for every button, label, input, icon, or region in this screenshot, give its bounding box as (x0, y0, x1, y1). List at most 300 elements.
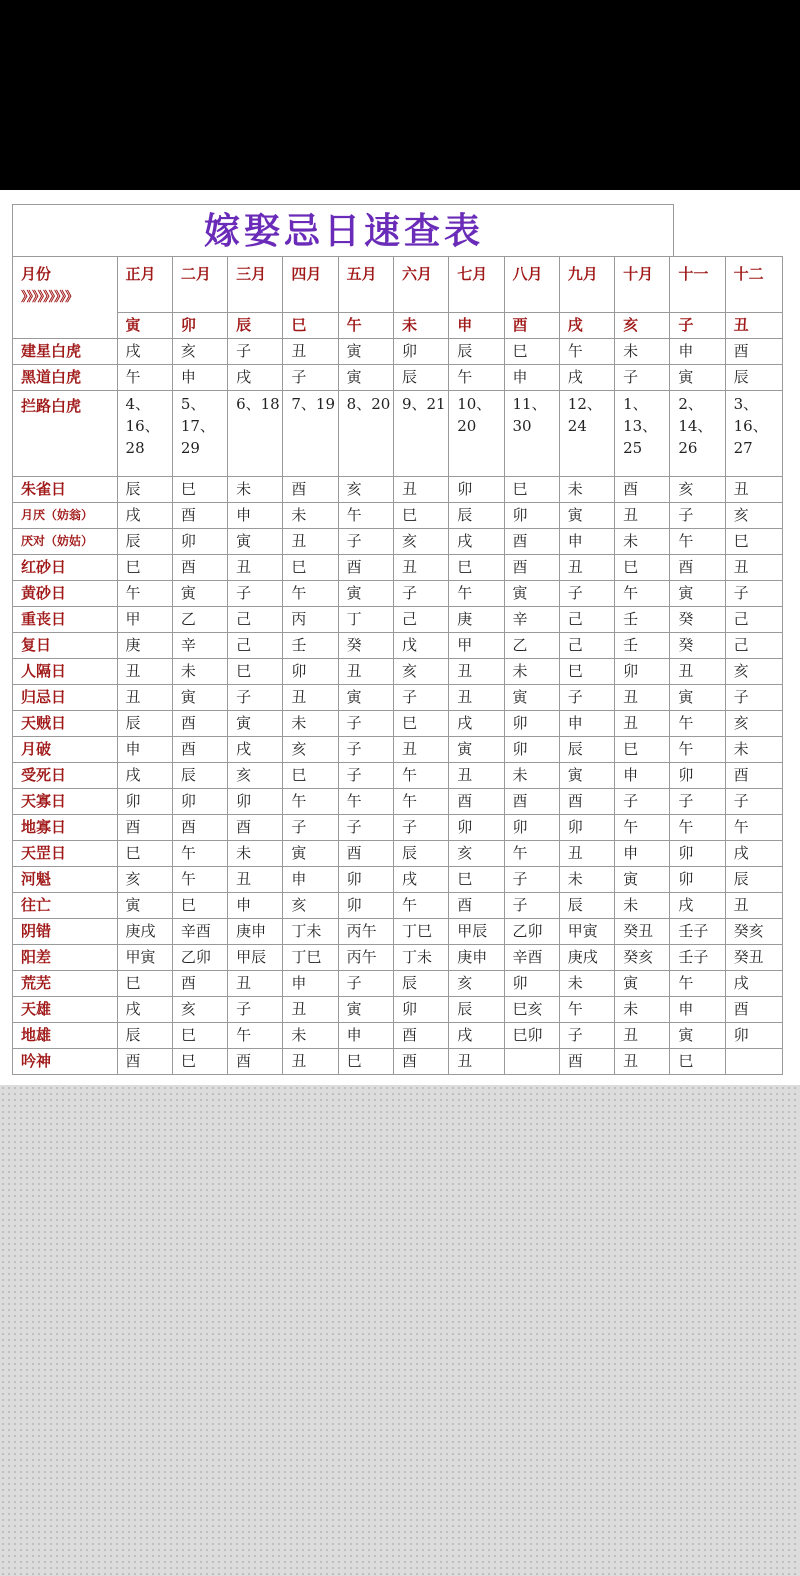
row-label: 天贼日 (13, 711, 118, 737)
table-cell: 申 (615, 763, 670, 789)
table-cell: 辰 (725, 867, 782, 893)
table-cell: 丙午 (338, 919, 393, 945)
table-cell: 寅 (670, 581, 725, 607)
table-cell: 卯 (338, 893, 393, 919)
table-cell: 酉 (172, 971, 227, 997)
table-cell: 癸亥 (615, 945, 670, 971)
table-cell: 丑 (117, 685, 172, 711)
table-cell: 庚 (117, 633, 172, 659)
table-cell: 寅 (117, 893, 172, 919)
table-cell: 酉 (172, 737, 227, 763)
table-cell: 甲寅 (559, 919, 614, 945)
table-cell: 丑 (449, 659, 504, 685)
arrows-decoration: 》》》》》》》》》 (21, 290, 78, 305)
table-cell: 子 (393, 815, 448, 841)
table-cell: 己 (725, 633, 782, 659)
title-box (12, 204, 674, 256)
branch-header: 申 (449, 313, 504, 339)
table-cell: 辛酉 (504, 945, 559, 971)
table-cell: 午 (393, 893, 448, 919)
table-cell: 戊 (393, 633, 448, 659)
table-cell: 戌 (449, 1023, 504, 1049)
table-cell: 酉 (559, 1049, 614, 1075)
table-cell: 子 (338, 711, 393, 737)
table-cell: 卯 (504, 737, 559, 763)
table-cell: 甲寅 (117, 945, 172, 971)
month-label: 月份 (21, 265, 52, 283)
table-cell: 酉 (615, 477, 670, 503)
table-cell (725, 1049, 782, 1075)
table-cell: 丑 (615, 503, 670, 529)
table-cell: 寅 (338, 365, 393, 391)
table-cell: 亥 (172, 997, 227, 1023)
table-cell: 申 (117, 737, 172, 763)
month-header: 十二 (725, 257, 782, 313)
table-cell: 壬子 (670, 945, 725, 971)
table-cell: 酉 (172, 555, 227, 581)
table-cell: 丁未 (393, 945, 448, 971)
table-cell: 子 (559, 581, 614, 607)
table-cell: 寅 (338, 997, 393, 1023)
table-cell: 巳 (283, 555, 338, 581)
table-cell: 丑 (615, 711, 670, 737)
table-row (13, 711, 783, 737)
table-cell: 巳 (393, 503, 448, 529)
table-cell: 子 (559, 1023, 614, 1049)
table-cell: 卯 (504, 503, 559, 529)
row-label: 河魁 (13, 867, 118, 893)
table-cell: 己 (559, 607, 614, 633)
table-cell: 子 (725, 581, 782, 607)
table-row (13, 477, 783, 503)
table-cell: 子 (725, 685, 782, 711)
table-row (13, 659, 783, 685)
table-cell: 申 (338, 1023, 393, 1049)
table-cell: 午 (283, 789, 338, 815)
table-cell: 午 (559, 997, 614, 1023)
table-cell: 庚戌 (559, 945, 614, 971)
table-cell: 巳 (117, 971, 172, 997)
row-label: 阴错 (13, 919, 118, 945)
table-cell: 戌 (117, 339, 172, 365)
table-cell: 卯 (504, 815, 559, 841)
table-cell: 寅 (228, 711, 283, 737)
table-cell: 巳 (172, 1023, 227, 1049)
table-cell: 午 (670, 711, 725, 737)
table-cell: 酉 (670, 555, 725, 581)
row-label: 建星白虎 (13, 339, 118, 365)
table-cell: 2、14、26 (670, 391, 725, 477)
table-cell: 酉 (338, 555, 393, 581)
table-cell: 己 (559, 633, 614, 659)
row-label: 拦路白虎 (13, 391, 118, 477)
table-cell: 卯 (615, 659, 670, 685)
table-cell: 寅 (504, 685, 559, 711)
table-cell: 巳 (615, 737, 670, 763)
table-row (13, 365, 783, 391)
table-cell: 子 (228, 997, 283, 1023)
table-cell: 子 (228, 685, 283, 711)
table-cell: 子 (393, 685, 448, 711)
table-cell: 亥 (283, 737, 338, 763)
month-header: 九月 (559, 257, 614, 313)
row-label: 往亡 (13, 893, 118, 919)
table-cell: 乙卯 (172, 945, 227, 971)
table-cell: 戌 (117, 763, 172, 789)
table-cell: 未 (615, 339, 670, 365)
table-row (13, 685, 783, 711)
table-cell: 丑 (228, 971, 283, 997)
table-cell: 酉 (338, 841, 393, 867)
branch-header-row (13, 313, 783, 339)
table-row (13, 391, 783, 477)
table-row (13, 581, 783, 607)
table-cell: 丑 (615, 1023, 670, 1049)
table-cell: 卯 (670, 763, 725, 789)
table-cell: 11、30 (504, 391, 559, 477)
table-cell: 寅 (172, 685, 227, 711)
table-cell: 巳 (504, 477, 559, 503)
branch-header: 寅 (117, 313, 172, 339)
table-cell: 辰 (559, 893, 614, 919)
table-cell: 寅 (338, 685, 393, 711)
table-cell: 巳 (559, 659, 614, 685)
table-cell: 辰 (172, 763, 227, 789)
table-cell: 寅 (670, 1023, 725, 1049)
month-header: 八月 (504, 257, 559, 313)
table-cell: 未 (559, 477, 614, 503)
row-label: 吟神 (13, 1049, 118, 1075)
table-row (13, 789, 783, 815)
table-cell: 子 (338, 971, 393, 997)
month-header: 正月 (117, 257, 172, 313)
top-black-bar (0, 0, 800, 190)
table-row (13, 529, 783, 555)
table-cell: 丑 (338, 659, 393, 685)
table-cell: 寅 (559, 763, 614, 789)
table-cell: 酉 (172, 815, 227, 841)
table-cell: 卯 (228, 789, 283, 815)
table-cell: 6、18 (228, 391, 283, 477)
table-cell: 未 (725, 737, 782, 763)
table-cell: 寅 (283, 841, 338, 867)
table-cell: 午 (172, 867, 227, 893)
row-label: 受死日 (13, 763, 118, 789)
table-cell: 酉 (504, 789, 559, 815)
table-cell: 辰 (117, 529, 172, 555)
table-cell: 未 (559, 971, 614, 997)
table-cell: 庚戌 (117, 919, 172, 945)
month-header: 三月 (228, 257, 283, 313)
table-cell: 未 (283, 1023, 338, 1049)
table-cell: 丑 (559, 841, 614, 867)
table-cell: 癸 (670, 607, 725, 633)
table-cell: 申 (228, 503, 283, 529)
table-cell: 丑 (393, 477, 448, 503)
table-cell: 庚申 (449, 945, 504, 971)
table-row (13, 555, 783, 581)
table-cell: 子 (283, 365, 338, 391)
table-cell: 丑 (393, 555, 448, 581)
table-cell: 辰 (117, 1023, 172, 1049)
table-cell: 申 (504, 365, 559, 391)
table-row (13, 893, 783, 919)
table-cell: 戌 (228, 737, 283, 763)
table-cell: 巳亥 (504, 997, 559, 1023)
table-cell: 巳 (725, 529, 782, 555)
table-cell: 未 (504, 763, 559, 789)
table-cell: 酉 (393, 1023, 448, 1049)
table-cell: 午 (449, 581, 504, 607)
row-label: 人隔日 (13, 659, 118, 685)
month-header: 二月 (172, 257, 227, 313)
table-cell: 癸丑 (615, 919, 670, 945)
table-cell: 巳 (449, 555, 504, 581)
table-cell: 癸 (670, 633, 725, 659)
table-cell: 丑 (117, 659, 172, 685)
table-cell: 亥 (725, 659, 782, 685)
table-cell: 7、19 (283, 391, 338, 477)
row-label: 荒芜 (13, 971, 118, 997)
table-cell: 寅 (504, 581, 559, 607)
table-cell: 未 (228, 477, 283, 503)
table-cell: 4、16、28 (117, 391, 172, 477)
table-row (13, 815, 783, 841)
table-cell: 亥 (117, 867, 172, 893)
table-row (13, 633, 783, 659)
branch-header: 酉 (504, 313, 559, 339)
branch-header: 丑 (725, 313, 782, 339)
row-label: 月破 (13, 737, 118, 763)
table-cell: 酉 (117, 815, 172, 841)
table-cell: 寅 (172, 581, 227, 607)
table-cell: 辰 (559, 737, 614, 763)
table-cell: 申 (283, 867, 338, 893)
table-row (13, 737, 783, 763)
table-cell: 丑 (283, 339, 338, 365)
branch-header: 未 (393, 313, 448, 339)
table-cell: 子 (338, 815, 393, 841)
table-cell: 丑 (283, 997, 338, 1023)
table-cell: 丑 (615, 685, 670, 711)
table-cell: 丑 (228, 555, 283, 581)
table-cell: 戌 (559, 365, 614, 391)
table-cell: 巳 (117, 841, 172, 867)
table-cell: 戌 (393, 867, 448, 893)
table-cell: 寅 (615, 971, 670, 997)
table-cell: 寅 (615, 867, 670, 893)
table-cell: 庚申 (228, 919, 283, 945)
table-cell: 丁巳 (393, 919, 448, 945)
table-cell: 申 (559, 711, 614, 737)
table-cell: 午 (172, 841, 227, 867)
table-cell: 辛酉 (172, 919, 227, 945)
table-cell: 未 (615, 529, 670, 555)
table-row (13, 503, 783, 529)
table-row (13, 763, 783, 789)
table-cell: 酉 (725, 763, 782, 789)
row-label: 阳差 (13, 945, 118, 971)
table-cell: 卯 (449, 815, 504, 841)
table-cell: 酉 (117, 1049, 172, 1075)
blank-bottom-area (0, 1085, 800, 1576)
row-label: 厌对（妨姑） (13, 529, 118, 555)
table-cell: 戌 (228, 365, 283, 391)
table-cell: 巳 (670, 1049, 725, 1075)
table-cell: 卯 (393, 997, 448, 1023)
table-cell: 酉 (228, 1049, 283, 1075)
table-cell: 丁 (338, 607, 393, 633)
table-cell: 辰 (117, 711, 172, 737)
table-cell: 未 (228, 841, 283, 867)
table-cell: 丑 (615, 1049, 670, 1075)
table-cell: 酉 (449, 893, 504, 919)
table-cell: 未 (283, 711, 338, 737)
table-row (13, 1023, 783, 1049)
table-row (13, 919, 783, 945)
table-row (13, 1049, 783, 1075)
table-cell: 巳 (449, 867, 504, 893)
table-cell: 卯 (504, 711, 559, 737)
table-cell: 寅 (670, 685, 725, 711)
table-cell: 子 (338, 529, 393, 555)
table-cell: 丑 (670, 659, 725, 685)
table-cell: 卯 (393, 339, 448, 365)
table-cell: 寅 (449, 737, 504, 763)
table-cell: 丑 (725, 477, 782, 503)
table-cell: 卯 (172, 789, 227, 815)
table-cell: 子 (338, 737, 393, 763)
table-cell: 乙卯 (504, 919, 559, 945)
table-cell: 申 (670, 997, 725, 1023)
month-label-cell (13, 257, 118, 339)
table-cell: 巳 (228, 659, 283, 685)
table-cell: 戌 (449, 529, 504, 555)
table-cell: 巳 (172, 893, 227, 919)
table-cell: 午 (449, 365, 504, 391)
table-cell: 午 (117, 365, 172, 391)
table-cell: 壬 (283, 633, 338, 659)
month-header: 五月 (338, 257, 393, 313)
table-cell: 丑 (559, 555, 614, 581)
branch-header: 戌 (559, 313, 614, 339)
table-cell: 午 (393, 789, 448, 815)
table-cell: 酉 (172, 503, 227, 529)
row-label: 月厌（妨翁） (13, 503, 118, 529)
table-cell: 戌 (117, 997, 172, 1023)
table-cell: 巳 (172, 477, 227, 503)
table-cell: 子 (615, 365, 670, 391)
table-cell: 午 (117, 581, 172, 607)
table-cell: 戌 (725, 841, 782, 867)
branch-header: 子 (670, 313, 725, 339)
table-cell: 己 (393, 607, 448, 633)
table-cell: 卯 (559, 815, 614, 841)
table-cell: 丁未 (283, 919, 338, 945)
table-cell: 申 (559, 529, 614, 555)
table-cell: 酉 (504, 529, 559, 555)
table-cell: 子 (670, 789, 725, 815)
table-cell: 己 (228, 633, 283, 659)
table-cell: 巳 (283, 763, 338, 789)
table-cell: 午 (670, 737, 725, 763)
table-cell: 申 (670, 339, 725, 365)
table-cell: 午 (615, 815, 670, 841)
row-label: 黄砂日 (13, 581, 118, 607)
table-cell: 亥 (725, 503, 782, 529)
table-cell: 酉 (393, 1049, 448, 1075)
table-cell: 丑 (449, 1049, 504, 1075)
row-label: 地雄 (13, 1023, 118, 1049)
taboo-days-table (12, 256, 783, 1075)
table-cell: 辛 (504, 607, 559, 633)
table-cell: 辰 (393, 365, 448, 391)
table-cell: 巳 (338, 1049, 393, 1075)
table-cell: 乙 (172, 607, 227, 633)
table-cell: 卯 (338, 867, 393, 893)
table-cell: 午 (283, 581, 338, 607)
table-row (13, 945, 783, 971)
table-cell: 1、13、25 (615, 391, 670, 477)
table-cell: 午 (393, 763, 448, 789)
table-cell: 亥 (172, 339, 227, 365)
table-cell: 卯 (504, 971, 559, 997)
table-cell: 癸丑 (725, 945, 782, 971)
table-cell: 巳 (504, 339, 559, 365)
table-cell: 亥 (283, 893, 338, 919)
table-cell: 戌 (670, 893, 725, 919)
table-cell: 未 (559, 867, 614, 893)
table-cell: 未 (283, 503, 338, 529)
table-cell: 丙午 (338, 945, 393, 971)
table-cell: 亥 (338, 477, 393, 503)
table-cell: 癸 (338, 633, 393, 659)
table-cell: 申 (283, 971, 338, 997)
branch-header: 亥 (615, 313, 670, 339)
table-cell: 丁巳 (283, 945, 338, 971)
table-cell: 寅 (338, 581, 393, 607)
table-cell: 5、17、29 (172, 391, 227, 477)
table-row (13, 339, 783, 365)
table-cell: 丑 (725, 893, 782, 919)
table-cell: 亥 (725, 711, 782, 737)
month-header: 七月 (449, 257, 504, 313)
table-row (13, 607, 783, 633)
table-cell: 子 (504, 867, 559, 893)
table-cell: 戌 (725, 971, 782, 997)
table-cell (504, 1049, 559, 1075)
table-cell: 午 (670, 529, 725, 555)
table-cell: 甲 (117, 607, 172, 633)
month-header: 十一 (670, 257, 725, 313)
table-cell: 8、20 (338, 391, 393, 477)
table-cell: 午 (670, 971, 725, 997)
table-cell: 子 (228, 339, 283, 365)
row-label: 天雄 (13, 997, 118, 1023)
table-cell: 未 (615, 997, 670, 1023)
table-cell: 辛 (172, 633, 227, 659)
table-cell: 午 (338, 503, 393, 529)
table-cell: 申 (172, 365, 227, 391)
table-cell: 申 (615, 841, 670, 867)
table-cell: 己 (725, 607, 782, 633)
table-cell: 申 (228, 893, 283, 919)
table-cell: 卯 (117, 789, 172, 815)
table-cell: 辰 (449, 339, 504, 365)
table-cell: 午 (670, 815, 725, 841)
table-cell: 酉 (449, 789, 504, 815)
table-cell: 癸亥 (725, 919, 782, 945)
